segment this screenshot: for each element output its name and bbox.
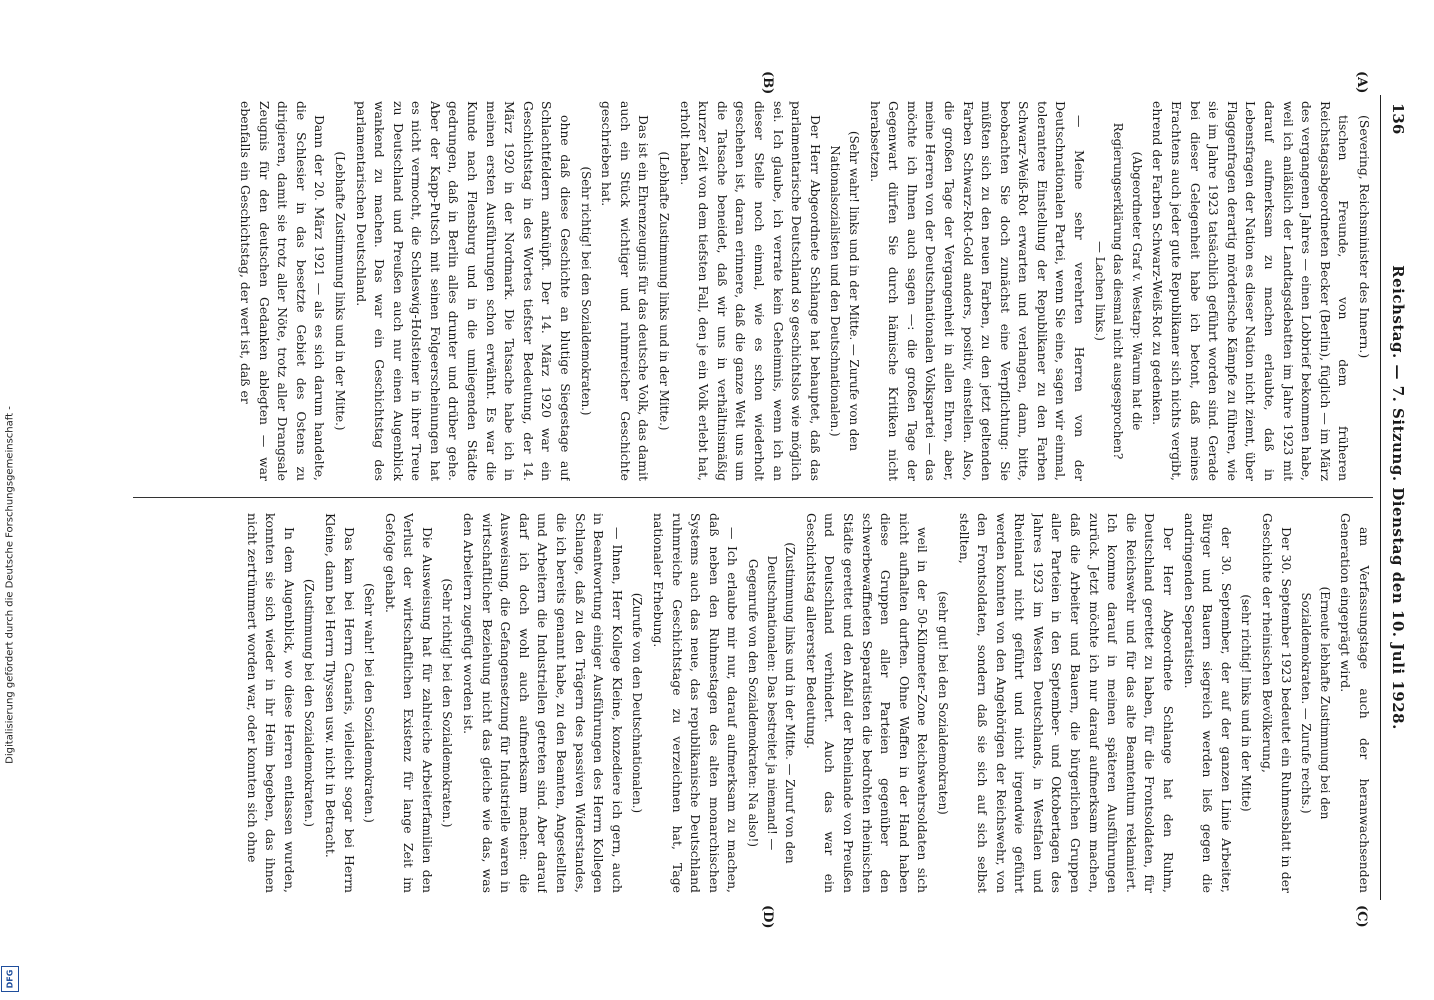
interjection: (Zurufe von den Deutschnationalen.) <box>630 592 645 814</box>
paragraph: In dem Augenblick, wo diese Herren entlassen wurden, konnten sie sich wieder in ihr Heim begeben, das ihnen nicht zertrümmert worden war, oder konnten sich ohne <box>244 513 297 893</box>
interjection: (Zustimmung bei den Sozialdemokraten.) <box>302 578 317 828</box>
paragraph: (Severing, Reichsminister des Innern.) <box>1357 115 1372 359</box>
interjection: (Abgeordneter Graf v. Westarp: Warum hat die Regierungserklärung das diesmal nicht ausgesprochen? — Lachen links.) <box>1092 122 1144 460</box>
paragraph: — Ihnen, Herr Kollege Kleine, konzediere ich gern, auch in Beantwortung einiger Ausführungen des Herrn Kollegen Schlange, daß zu den Trägern des passiven Widerstandes, die ich bereits genannt habe, zu den Beamten, Angestellten und Arbeitern die Industriellen getreten sind. Aber darauf darf ich doch wohl auch aufmerksam machen: die Ausweisung, die Gefangensetzung für Industrielle waren in wirtschaftlicher Beziehung nicht das gleiche wie das, was den Arbeitern zugefügt worden ist. <box>461 513 625 893</box>
right-text-column <box>123 513 1373 893</box>
paragraph: Das ist ein Ehrenzeugnis für das deutsche Volk, das damit auch ein Stück wichtiger und ruhmreicher Geschichte geschrieben hat. <box>599 101 652 481</box>
dfg-logo <box>1 966 19 992</box>
left-text-column <box>123 101 1373 481</box>
page-header <box>1380 95 1415 900</box>
margin-marker-b: (B) <box>760 71 775 95</box>
paragraph: weil in der 50-Kilometer-Zone Reichswehrsoldaten sich nicht aufhalten durften. Ohne Waffen in der Hand haben diese Gruppen aller Parteien gegenüber den schwerbewaffneten Separatisten die bedrohten rheinischen Städte gerettet und den Abfall der Rheinlande von Preußen und Deutschland verhindert. Auch das war ein Geschichtstag allererster Bedeutung. <box>803 513 931 893</box>
paragraph: Der 30. September 1923 bedeutet ein Ruhmesblatt in der Geschichte der rheinischen Bevölkerung, <box>1260 513 1294 893</box>
interjection: (Sehr richtig! bei den Sozialdemokraten.) <box>578 166 593 416</box>
digitization-watermark <box>0 0 20 1000</box>
page-title: Reichstag. — 7. Sitzung. Dienstag den 10. Juli 1928. <box>1389 265 1407 730</box>
interjection: (Erneute lebhafte Zustimmung bei den Sozialdemokraten. — Zurufe rechts.) <box>1299 586 1332 820</box>
interjection: (Sehr wahr! bei den Sozialdemokraten.) <box>362 583 377 823</box>
margin-marker-a: (A) <box>1354 71 1369 94</box>
paragraph: Der Herr Abgeordnete Schlange hat den Ruhm, Deutschland gerettet zu haben, für die Frontsoldaten, für die Reichswehr und für das alte Beamtentum reklamiert. Ich komme darauf in meinen späteren Ausführungen zurück. Jetzt möchte ich nur darauf aufmerksam machen, daß die Arbeiter und Bauern, die bürgerlichen Gruppen aller Parteien in den September- und Oktobertagen des Jahres 1923 im Westen Deutschlands, in Westfalen und Rheinland nicht geführt und nicht irgendwie geführt werden konnten von den Angehörigen der Reichswehr, von den Frontsoldaten, sondern daß sie sich auf sich selbst stellten, <box>956 513 1177 893</box>
page-content <box>115 71 1415 929</box>
paragraph: — Meine sehr verehrten Herren von der Deutschnationalen Partei, wenn Sie eine, sagen wir einmal, tolerantere Einstellung der Republikaner zu den Farben Schwarz-Weiß-Rot erwarten und verlangen, dann, bitte, beobachten Sie doch zunächst eine Verpflichtung: Sie müßten sich zu den neuen Farben, zu den jetzt geltenden Farben Schwarz-Rot-Gold anders, positiv, einstellen. Also, die großen Tage der Vergangenheit in allen Ehren, aber, meine Herren von der Deutschnationalen Volkspartei — das möchte ich Ihnen auch sagen —: die großen Tage der Gegenwart dürfen Sie durch hämische Kritiken nicht herabsetzen. <box>867 101 1088 481</box>
interjection: (sehr gut! bei den Sozialdemokraten) <box>935 591 950 815</box>
paragraph: Der Herr Abgeordnete Schlange hat behauptet, daß das parlamentarische Deutschland so geschichtslos wie möglich sei. Ich glaube, ich verrate kein Geheimnis, wenn ich an dieser Stelle noch einmal, wie es schon wiederholt geschehen ist, daran erinnere, daß die ganze Welt uns um die Tatsache beneidet, daß wir uns in verhältnismäßig kurzer Zeit von dem tiefsten Fall, den je ein Volk erlebt hat, erholt haben. <box>677 101 823 481</box>
paragraph: am Verfassungstage auch der heranwachsenden Generation eingeprägt wird. <box>1338 513 1372 893</box>
page-number: 136 <box>1389 103 1407 135</box>
paragraph: Das kam bei Herrn Canaris, vielleicht sogar bei Herrn Kleine, dann bei Herrn Thyssen usw. nicht in Betracht. <box>322 513 357 893</box>
column-divider <box>133 497 1373 498</box>
interjection: (Sehr wahr! links und in der Mitte. — Zurufe von den Nationalsozialisten und den Deutschnationalen.) <box>828 131 861 451</box>
paragraph: ohne daß diese Geschichte an blutige Siegestage auf Schlachtfeldern anknüpft. Der 14. März 1920 war ein Geschichtstag in des Wortes tiefster Bedeutung, der 14. März 1920 in der Nordmark. Die Tatsache habe ich in meinen ersten Ausführungen schon erwähnt. Es war die Kunde nach Flensburg und in die umliegenden Städte gedrungen, daß in Berlin alles drunter und drüber gehe. Aber der Kapp-Putsch mit seinen Folgeerscheinungen hat es nicht vermocht, die Schleswig-Holsteiner in ihrer Treue zu Deutschland und Preußen auch nur einen Augenblick wankend zu machen. Das war ein Geschichtstag des parlamentarischen Deutschland. <box>353 101 574 481</box>
paragraph: Dann der 20. März 1921 — als es sich darum handelte, die Schlesier in das besetzte Gebiet des Ostens zu dirigieren, damit sie trotz aller Nöte, trotz aller Drangsale Zeugnis für den deutschen Gedanken ablegten — war ebenfalls ein Geschichtstag, der wert ist, daß er <box>237 101 328 481</box>
interjection: (Zustimmung links und in der Mitte. — Zuruf von den Deutschnationalen: Das bestreitet ja niemand! — Gegenrufe von den Sozialdemokraten: Na also!) <box>746 542 798 864</box>
paragraph: — Ich erlaube mir nur, darauf aufmerksam zu machen, daß neben den Ruhmestagen des alten monarchischen Systems auch das neue, das republikanische Deutschland ruhmreiche Geschichtstage zu verzeichnen hat, Tage nationaler Erhebung. <box>651 513 741 893</box>
watermark-text: Digitalisierung gefördert durch die Deutsche Forschungsgemeinschaft - <box>4 406 16 764</box>
paragraph: Die Ausweisung hat für zahlreiche Arbeiterfamilien den Verlust der wirtschaftlichen Existenz für lange Zeit im Gefolge gehabt. <box>382 513 435 893</box>
margin-marker-c: (C) <box>1354 905 1369 928</box>
interjection: (Lebhafte Zustimmung links und in der Mitte.) <box>657 151 672 431</box>
interjection: (sehr richtig! links und in der Mitte) <box>1239 594 1254 812</box>
paragraph: der 30. September, der auf der ganzen Linie Arbeiter, Bürger und Bauern siegreich werden ließ gegen die andringenden Separatisten. <box>1181 513 1234 893</box>
interjection: (Lebhafte Zustimmung links und in der Mitte.) <box>332 151 347 431</box>
scanned-page <box>115 71 1415 929</box>
dfg-logo-text: DFG <box>5 969 15 989</box>
interjection: (Sehr richtig! bei den Sozialdemokraten.) <box>440 578 455 828</box>
margin-marker-d: (D) <box>760 905 775 929</box>
paragraph: tischen Freunde, von dem früheren Reichstagsabgeordneten Becker (Berlin), füglich — im März des vergangenen Jahres — einen Lobbrief bekommen habe, weil ich anläßlich der Landtagsdebatten im Jahre 1923 mit darauf aufmerksam zu machen erlaubte, daß in Lebensfragen der Nation es dieser Nation nicht ziemt, über Flaggenfragen derartig mörderische Kämpfe zu führen, wie sie im Jahre 1923 tatsächlich geführt worden sind. Gerade bei dieser Gelegenheit habe ich betont, daß meines Erachtens auch jeder gute Republikaner sich nichts vergibt, ehrend der Farben Schwarz-Weiß-Rot zu gedenken. <box>1150 101 1352 481</box>
